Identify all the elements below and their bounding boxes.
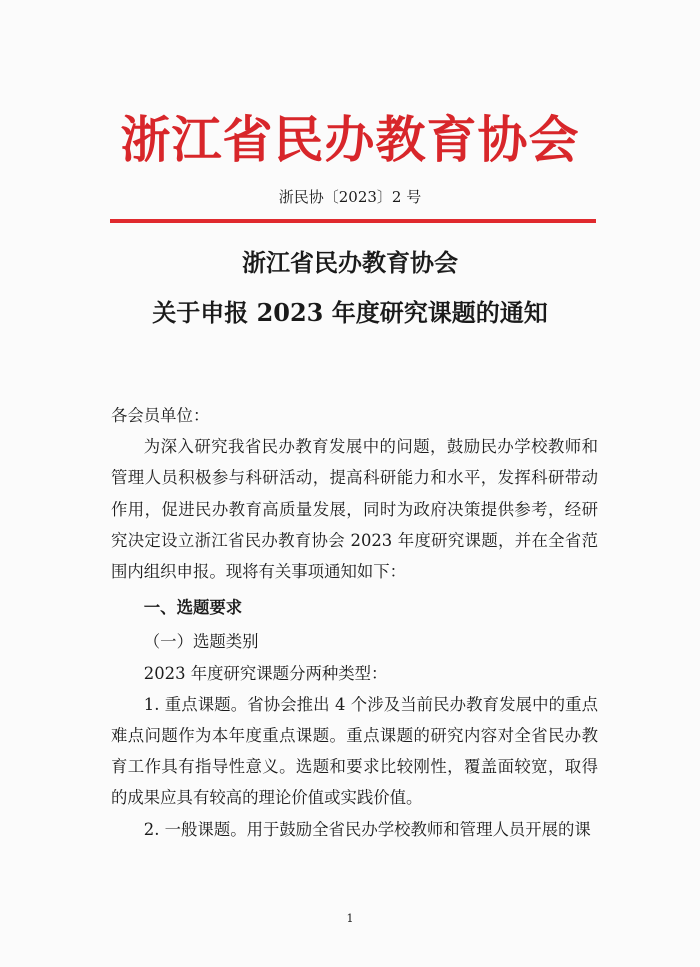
- notice-title-line-1: 浙江省民办教育协会: [242, 248, 458, 277]
- types-intro-paragraph: 2023 年度研究课题分两种类型：: [143, 663, 388, 683]
- document-number: 浙民协〔2023〕2 号: [278, 188, 422, 206]
- notice-body: [111, 400, 598, 845]
- section-heading: 一、选题要求: [143, 598, 243, 618]
- org-name-header: 浙江省民办教育协会: [120, 110, 580, 169]
- key-topic-paragraph: 1. 重点课题。省协会推出 4 个涉及当前民办教育发展中的重点难点问题作为本年度重点课题。重点课题的研究内容对全省民办教育工作具有指导性意义。选题和要求比较刚性，覆盖面较宽，取得的成果应具有较高的理论价值或实践价值。: [111, 694, 598, 808]
- general-topic-paragraph: 2. 一般课题。用于鼓励全省民办学校教师和管理人员开展的课: [143, 819, 591, 839]
- salutation: 各会员单位：: [111, 406, 210, 425]
- subsection-heading: （一）选题类别: [143, 632, 259, 652]
- intro-paragraph: 为深入研究我省民办教育发展中的问题，鼓励民办学校教师和管理人员积极参与科研活动，提高科研能力和水平，发挥科研带动作用，促进民办教育高质量发展，同时为政府决策提供参考，经研究决定设立浙江省民办教育协会 2023 年度研究课题，并在全省范围内组织申报。现将有关事项通知如下：: [111, 437, 598, 582]
- red-divider-rule: [110, 219, 596, 223]
- notice-title-line-2: 关于申报 2023 年度研究课题的通知: [152, 298, 548, 327]
- page-number: 1: [346, 912, 354, 925]
